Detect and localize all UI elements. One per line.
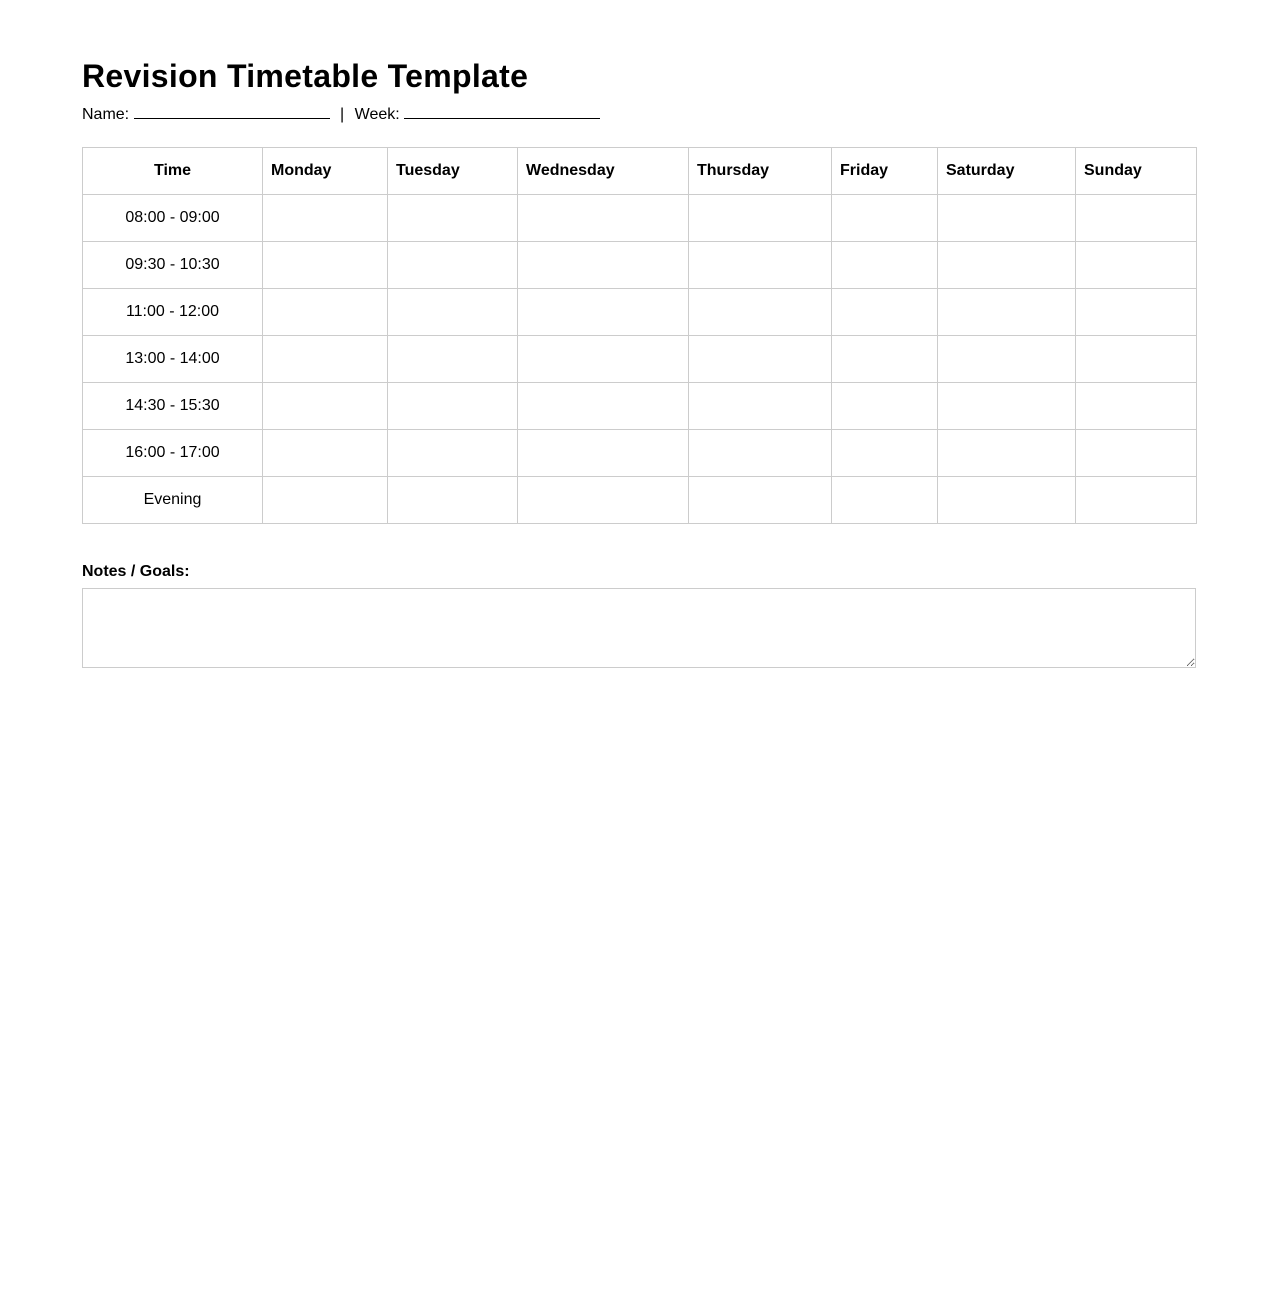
timetable-row — [83, 289, 1197, 336]
slot-cell-wednesday[interactable] — [518, 289, 689, 336]
time-slot-label: 14:30 - 15:30 — [83, 383, 263, 430]
slot-cell-saturday[interactable] — [938, 383, 1076, 430]
slot-cell-saturday[interactable] — [938, 430, 1076, 477]
slot-cell-sunday[interactable] — [1076, 383, 1197, 430]
slot-cell-thursday[interactable] — [689, 383, 832, 430]
timetable-row — [83, 477, 1197, 524]
slot-cell-saturday[interactable] — [938, 477, 1076, 524]
slot-cell-tuesday[interactable] — [388, 242, 518, 289]
timetable-body — [83, 195, 1197, 524]
week-blank-line[interactable] — [404, 104, 600, 119]
timetable-row — [83, 195, 1197, 242]
slot-cell-friday[interactable] — [832, 336, 938, 383]
time-slot-label: 08:00 - 09:00 — [83, 195, 263, 242]
slot-cell-friday[interactable] — [832, 430, 938, 477]
header-wednesday: Wednesday — [518, 148, 689, 195]
slot-cell-sunday[interactable] — [1076, 430, 1197, 477]
slot-cell-friday[interactable] — [832, 289, 938, 336]
slot-cell-wednesday[interactable] — [518, 336, 689, 383]
time-slot-label: 09:30 - 10:30 — [83, 242, 263, 289]
slot-cell-friday[interactable] — [832, 383, 938, 430]
page-title: Revision Timetable Template — [82, 58, 529, 94]
slot-cell-sunday[interactable] — [1076, 477, 1197, 524]
time-slot-label: Evening — [83, 477, 263, 524]
slot-cell-monday[interactable] — [263, 336, 388, 383]
slot-cell-tuesday[interactable] — [388, 383, 518, 430]
header-sunday: Sunday — [1076, 148, 1197, 195]
slot-cell-tuesday[interactable] — [388, 336, 518, 383]
header-friday: Friday — [832, 148, 938, 195]
slot-cell-saturday[interactable] — [938, 195, 1076, 242]
slot-cell-wednesday[interactable] — [518, 477, 689, 524]
time-slot-label: 11:00 - 12:00 — [83, 289, 263, 336]
slot-cell-thursday[interactable] — [689, 195, 832, 242]
header-monday: Monday — [263, 148, 388, 195]
timetable-row — [83, 430, 1197, 477]
slot-cell-monday[interactable] — [263, 242, 388, 289]
slot-cell-sunday[interactable] — [1076, 195, 1197, 242]
slot-cell-sunday[interactable] — [1076, 242, 1197, 289]
slot-cell-thursday[interactable] — [689, 336, 832, 383]
separator: | — [340, 106, 345, 123]
slot-cell-saturday[interactable] — [938, 289, 1076, 336]
slot-cell-wednesday[interactable] — [518, 242, 689, 289]
slot-cell-tuesday[interactable] — [388, 289, 518, 336]
timetable-row — [83, 383, 1197, 430]
slot-cell-friday[interactable] — [832, 477, 938, 524]
slot-cell-thursday[interactable] — [689, 289, 832, 336]
slot-cell-tuesday[interactable] — [388, 477, 518, 524]
slot-cell-wednesday[interactable] — [518, 383, 689, 430]
slot-cell-friday[interactable] — [832, 195, 938, 242]
header-time: Time — [83, 148, 263, 195]
header-row — [83, 148, 1197, 195]
slot-cell-saturday[interactable] — [938, 242, 1076, 289]
slot-cell-monday[interactable] — [263, 430, 388, 477]
slot-cell-monday[interactable] — [263, 477, 388, 524]
header-saturday: Saturday — [938, 148, 1076, 195]
slot-cell-thursday[interactable] — [689, 242, 832, 289]
slot-cell-thursday[interactable] — [689, 477, 832, 524]
notes-textarea[interactable] — [82, 588, 1196, 668]
slot-cell-monday[interactable] — [263, 195, 388, 242]
slot-cell-sunday[interactable] — [1076, 289, 1197, 336]
slot-cell-wednesday[interactable] — [518, 430, 689, 477]
slot-cell-monday[interactable] — [263, 383, 388, 430]
header-thursday: Thursday — [689, 148, 832, 195]
header-tuesday: Tuesday — [388, 148, 518, 195]
slot-cell-friday[interactable] — [832, 242, 938, 289]
name-label: Name: — [82, 106, 130, 123]
slot-cell-monday[interactable] — [263, 289, 388, 336]
slot-cell-tuesday[interactable] — [388, 430, 518, 477]
slot-cell-wednesday[interactable] — [518, 195, 689, 242]
timetable-grid — [82, 147, 1197, 524]
slot-cell-sunday[interactable] — [1076, 336, 1197, 383]
week-label: Week: — [354, 106, 400, 123]
notes-label: Notes / Goals: — [82, 563, 190, 580]
timetable-row — [83, 336, 1197, 383]
slot-cell-tuesday[interactable] — [388, 195, 518, 242]
time-slot-label: 16:00 - 17:00 — [83, 430, 263, 477]
slot-cell-thursday[interactable] — [689, 430, 832, 477]
name-week-line — [82, 104, 600, 125]
slot-cell-saturday[interactable] — [938, 336, 1076, 383]
name-blank-line[interactable] — [134, 104, 330, 119]
timetable-row — [83, 242, 1197, 289]
time-slot-label: 13:00 - 14:00 — [83, 336, 263, 383]
